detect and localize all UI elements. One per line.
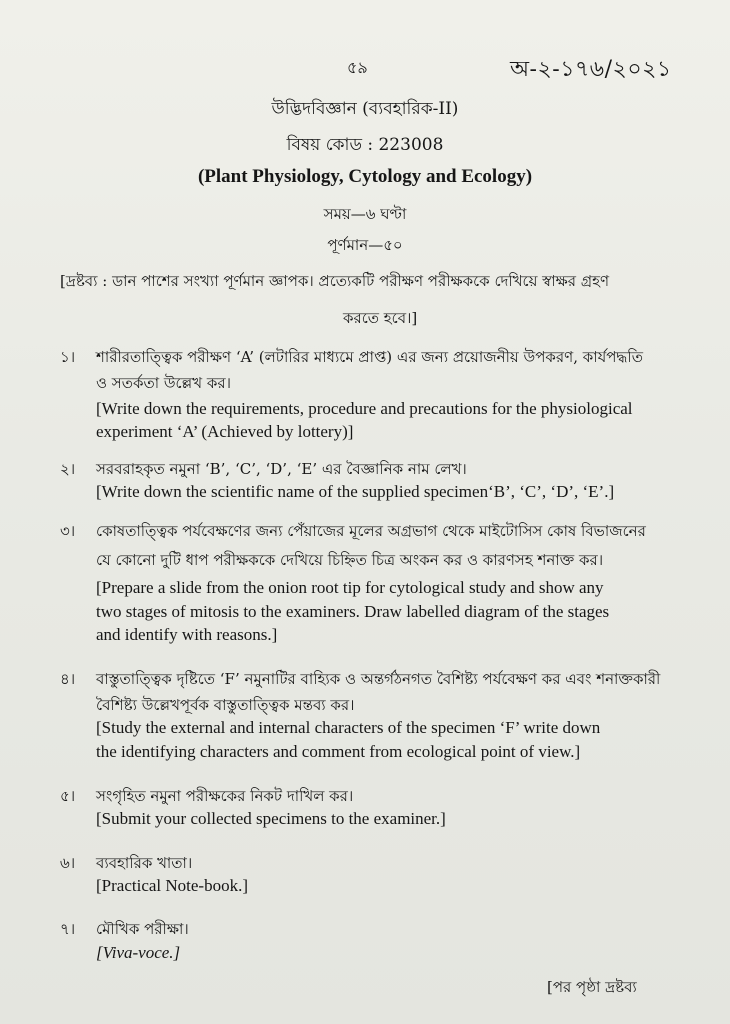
question-number: ১।: [60, 348, 76, 366]
question-text-english: [Write down the requirements, procedure and precautions for the physiological: [96, 399, 633, 418]
question-text-english: experiment ‘A’ (Achieved by lottery)]: [96, 422, 354, 441]
question-text-bangla: বৈশিষ্ট্য উল্লেখপূর্বক বাস্তুতাত্ত্বিক মন্তব্য কর।: [96, 696, 355, 714]
question-number: ৬।: [60, 854, 76, 872]
instruction-line-1: [দ্রষ্টব্য : ডান পাশের সংখ্যা পূর্ণমান জ্ঞাপক। প্রত্যেকটি পরীক্ষণ পরীক্ষককে দেখিয়ে স্বাক্ষর গ্রহণ: [60, 272, 610, 290]
subject-title-bangla: উদ্ভিদবিজ্ঞান (ব্যবহারিক-II): [271, 99, 459, 119]
question-number: ৩।: [60, 522, 76, 540]
question-text-bangla: যে কোনো দুটি ধাপ পরীক্ষককে দেখিয়ে চিহ্নিত চিত্র অংকন কর ও কারণসহ শনাক্ত কর।: [96, 551, 604, 569]
page-number: ৫৯: [347, 58, 368, 77]
question-text-english: the identifying characters and comment from ecological point of view.]: [96, 742, 581, 761]
question-text-bangla: সরবরাহকৃত নমুনা ‘B’, ‘C’, ‘D’, ‘E’ এর বৈজ্ঞানিক নাম লেখ।: [96, 460, 467, 478]
question-text-english: and identify with reasons.]: [96, 625, 278, 644]
exam-time: সময়—৬ ঘণ্টা: [323, 205, 407, 223]
subject-title-english: (Plant Physiology, Cytology and Ecology): [197, 166, 533, 187]
question-number: ৫।: [60, 787, 76, 805]
question-text-bangla: সংগৃহিত নমুনা পরীক্ষকের নিকট দাখিল কর।: [96, 787, 354, 805]
question-number: ২।: [60, 460, 76, 478]
question-text-bangla: বাস্তুতাত্ত্বিক দৃষ্টিতে ‘F’ নমুনাটির বাহ্যিক ও অন্তর্গঠনগত বৈশিষ্ট্য পর্যবেক্ষণ কর এবং শনাক্তকারী: [96, 670, 661, 688]
instruction-line-2: করতে হবে।]: [343, 309, 418, 327]
question-text-bangla: শারীরতাত্ত্বিক পরীক্ষণ ‘A’ (লটারির মাধ্যমে প্রাপ্ত) এর জন্য প্রয়োজনীয় উপকরণ, কার্যপদ্ধতি: [96, 348, 643, 366]
next-page-note: [পর পৃষ্ঠা দ্রষ্টব্য: [547, 978, 637, 996]
question-text-bangla: মৌখিক পরীক্ষা।: [96, 920, 189, 938]
question-number: ৪।: [60, 670, 76, 688]
question-text-bangla: ও সতর্কতা উল্লেখ কর।: [96, 374, 231, 392]
question-text-english: [Prepare a slide from the onion root tip for cytological study and show any: [96, 578, 604, 597]
question-text-english: [Viva-voce.]: [96, 943, 181, 962]
question-text-bangla: ব্যবহারিক খাতা।: [96, 854, 193, 872]
full-marks: পূর্ণমান—৫০: [327, 236, 403, 254]
question-text-english: [Study the external and internal characters of the specimen ‘F’ write down: [96, 718, 601, 737]
question-text-english: two stages of mitosis to the examiners. Draw labelled diagram of the stages: [96, 602, 610, 621]
subject-code: বিষয় কোড : 223008: [286, 135, 444, 155]
question-number: ৭।: [60, 920, 76, 938]
question-text-english: [Practical Note-book.]: [96, 876, 248, 895]
question-text-english: [Submit your collected specimens to the examiner.]: [96, 809, 446, 828]
reference-code: অ-২-১৭৬/২০২১: [510, 57, 672, 82]
question-text-bangla: কোষতাত্ত্বিক পর্যবেক্ষণের জন্য পেঁয়াজের মূলের অগ্রভাগ থেকে মাইটোসিস কোষ বিভাজনের: [96, 522, 646, 540]
question-text-english: [Write down the scientific name of the supplied specimen‘B’, ‘C’, ‘D’, ‘E’.]: [96, 482, 615, 501]
